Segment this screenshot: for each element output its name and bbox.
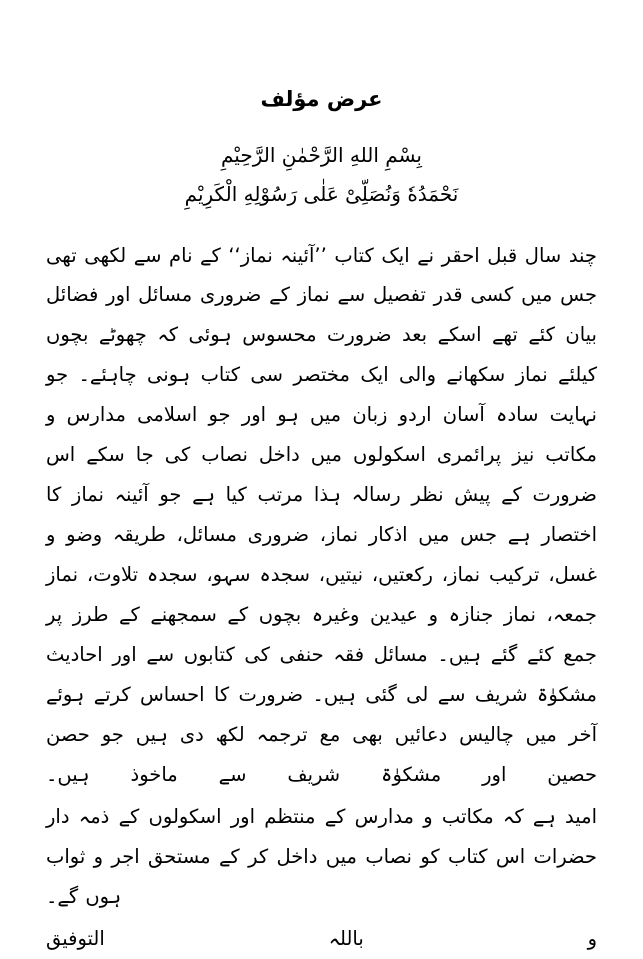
closing-line: و باللہ التوفیق bbox=[46, 926, 597, 950]
body-text bbox=[46, 236, 597, 959]
paragraph-2: امید ہے کہ مکاتب و مدارس کے منتظم اور اسکولوں کے ذمہ دار حضرات اس کتاب کو نصاب میں داخل کر کے مستحق اجر و ثواب ہوں گے۔ bbox=[46, 805, 597, 908]
paragraph-1: چند سال قبل احقر نے ایک کتاب ’’آئینہ نماز‘‘ کے نام سے لکھی تھی جس میں کسی قدر تفصیل سے نماز کے ضروری مسائل اور فضائل بیان کئے تھے اسکے بعد ضرورت محسوس ہوئی کہ چھوٹے بچوں کیلئے نماز سکھانے والی ایک مختصر سی کتاب ہونی چاہئے۔ جو نہایت سادہ آسان اردو زبان میں ہو اور جو اسلامی مدارس و مکاتب نیز پرائمری اسکولوں میں داخل نصاب کی جا سکے اس ضرورت کے پیش نظر رسالہ ہذا مرتب کیا ہے جو آئینہ نماز کا اختصار ہے جس میں اذکار نماز، ضروری مسائل، طریقہ وضو و غسل، ترکیب نماز، رکعتیں، نیتیں، سجدہ سہو، سجدہ تلاوت، نماز جمعہ، نماز جنازہ و عیدین وغیرہ بچوں کے سمجھنے کے طرز پر جمع کئے گئے ہیں۔ مسائل فقہ حنفی کی کتابوں سے اور احادیث مشکوٰۃ شریف سے لی گئی ہیں۔ ضرورت کا احساس کرتے ہوئے آخر میں چالیس دعائیں بھی مع ترجمہ لکھ دی ہیں جو حصن حصین اور مشکوٰۃ شریف سے ماخوذ ہیں۔ bbox=[46, 243, 597, 787]
page-title: عرض مؤلف bbox=[260, 87, 383, 111]
hamdala-line: نَحْمَدُهٗ وَنُصَلِّیْ عَلٰی رَسُوْلِهِ الْکَرِیْمِ bbox=[184, 181, 459, 206]
bismillah-line: بِسْمِ اللهِ الرَّحْمٰنِ الرَّحِيْمِ bbox=[220, 142, 422, 167]
